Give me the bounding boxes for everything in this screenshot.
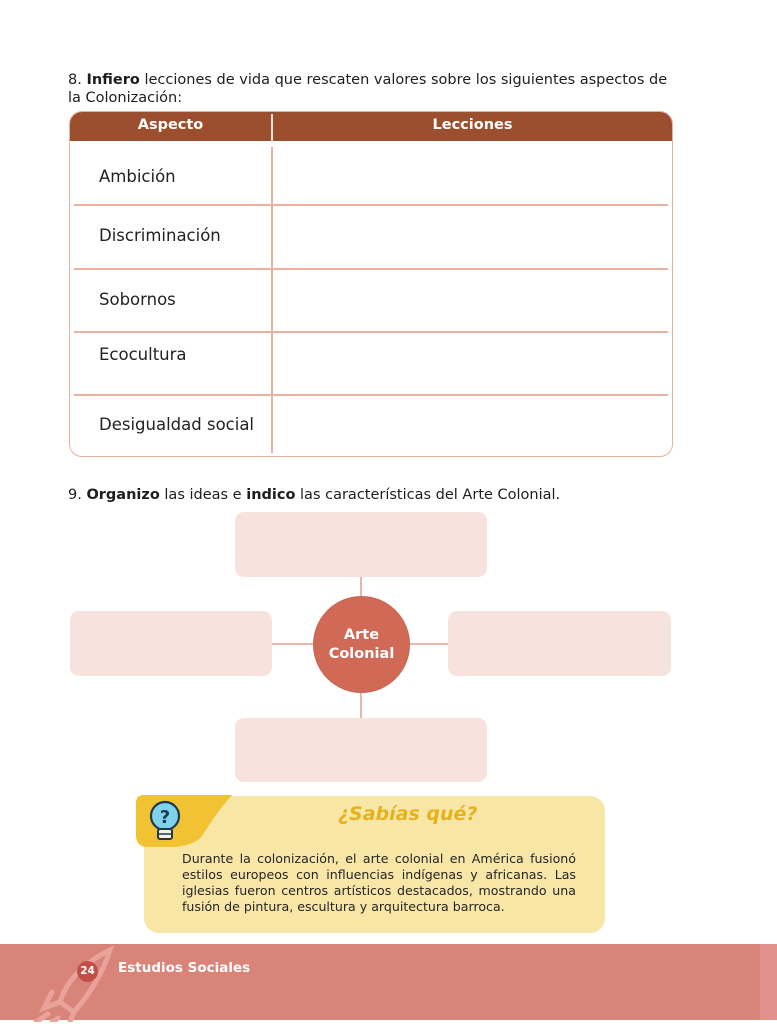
row-divider bbox=[74, 204, 668, 206]
question-9-text: las características del Arte Colonial. bbox=[300, 487, 561, 503]
question-9-number: 9. bbox=[68, 487, 82, 503]
row-label-ambicion: Ambición bbox=[99, 167, 176, 186]
center-label-line-1: Arte bbox=[343, 626, 380, 643]
connector-bottom bbox=[360, 690, 362, 718]
question-8-text: lecciones de vida que rescaten valores sobre los siguientes aspectos de la Colonización: bbox=[68, 72, 668, 106]
center-label-line-2: Colonial bbox=[328, 645, 395, 662]
question-8-verb: Infiero bbox=[86, 72, 140, 88]
table-header-lecciones: Lecciones bbox=[432, 117, 513, 133]
answer-box-left[interactable] bbox=[70, 611, 272, 676]
footer-subject: Estudios Sociales bbox=[118, 960, 251, 976]
question-9-mid: las ideas e bbox=[164, 487, 242, 503]
row-label-ecocultura: Ecocultura bbox=[99, 345, 187, 364]
arte-colonial-center bbox=[313, 596, 410, 693]
connector-top bbox=[360, 577, 362, 597]
question-8-instruction bbox=[68, 71, 668, 107]
footer-edge-strip bbox=[760, 944, 777, 1020]
svg-text:?: ? bbox=[159, 807, 171, 828]
row-divider bbox=[74, 394, 668, 396]
connector-left bbox=[272, 643, 314, 645]
row-divider bbox=[74, 268, 668, 270]
answer-box-top[interactable] bbox=[235, 512, 487, 577]
connector-right bbox=[407, 643, 448, 645]
answer-box-bottom[interactable] bbox=[235, 718, 487, 782]
question-9-instruction bbox=[68, 486, 708, 504]
row-label-discriminacion: Discriminación bbox=[99, 226, 221, 245]
question-9-verb-2: indico bbox=[246, 487, 296, 503]
row-label-sobornos: Sobornos bbox=[99, 290, 176, 309]
page-number-badge: 24 bbox=[77, 961, 98, 982]
row-divider bbox=[74, 331, 668, 333]
lightbulb-question-icon bbox=[134, 789, 234, 849]
rocket-icon bbox=[30, 942, 130, 1022]
column-divider bbox=[271, 147, 273, 453]
answer-box-right[interactable] bbox=[448, 611, 671, 676]
table-header-row bbox=[70, 112, 672, 141]
question-8-number: 8. bbox=[68, 72, 82, 88]
table-header-aspecto: Aspecto bbox=[137, 117, 204, 133]
lessons-table bbox=[69, 111, 673, 457]
row-label-desigualdad-social: Desigualdad social bbox=[99, 415, 255, 434]
sabias-que-title: ¿Sabías qué? bbox=[338, 803, 478, 825]
sabias-que-body: Durante la colonización, el arte colonial en América fusionó estilos europeos con influencias indígenas y africanas. Las iglesias fueron centros artísticos destacados, mostrando una fusión de pintura, escultura y arquitectura barroca. bbox=[182, 851, 576, 914]
question-9-verb-1: Organizo bbox=[86, 487, 160, 503]
